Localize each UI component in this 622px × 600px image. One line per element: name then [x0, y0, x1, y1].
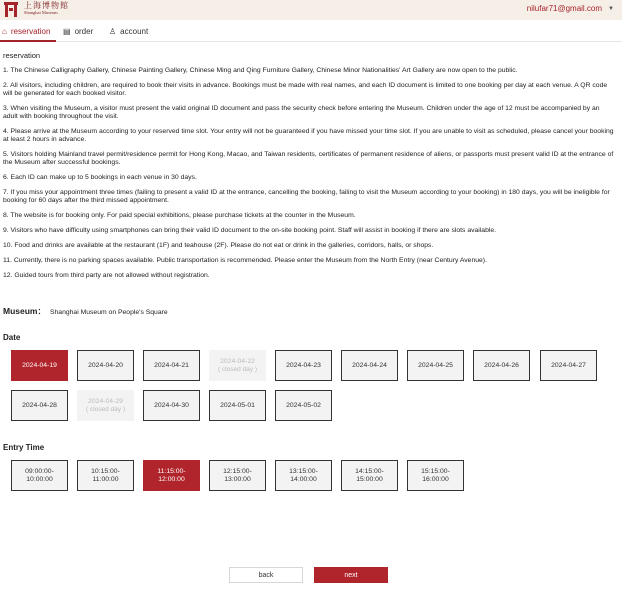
- rule-item: 8. The website is for booking only. For paid special exhibitions, please purchase tickets at the counter in the Museum.: [3, 212, 356, 219]
- tab-order[interactable]: [63, 27, 93, 36]
- section-title: reservation: [3, 51, 41, 60]
- time-slot-option[interactable]: [209, 460, 266, 491]
- museum-logo[interactable]: [4, 1, 69, 17]
- tab-reservation-label: reservation: [10, 27, 51, 36]
- date-label: 2024-04-30: [154, 401, 189, 409]
- time-slot-option[interactable]: [275, 460, 332, 491]
- top-header: [0, 0, 622, 20]
- rule-item: 1. The Chinese Calligraphy Gallery, Chinese Painting Gallery, Chinese Ming and Qing Furniture Gallery, Chinese Minor Nationalities' Art Gallery are now open to the public.: [3, 67, 518, 74]
- museum-icon: ⌂: [2, 27, 7, 36]
- museum-label: Museum：: [3, 306, 46, 316]
- time-start: 11:15:00-: [157, 467, 186, 475]
- date-option[interactable]: [143, 350, 200, 381]
- time-start: 13:15:00-: [289, 467, 318, 475]
- rules-list: [3, 67, 615, 280]
- date-label: 2024-04-24: [352, 361, 387, 369]
- time-end: 13:00:00: [224, 475, 251, 483]
- logo-chinese-name: 上海博物館: [24, 1, 69, 11]
- document-icon: ▤: [63, 27, 71, 36]
- time-start: 12:15:00-: [223, 467, 252, 475]
- date-option[interactable]: [143, 390, 200, 421]
- caret-down-icon: ▼: [608, 5, 614, 12]
- time-end: 11:00:00: [92, 475, 119, 483]
- date-option[interactable]: [540, 350, 597, 381]
- date-label: 2024-04-27: [551, 361, 586, 369]
- date-label: 2024-04-25: [418, 361, 453, 369]
- back-button[interactable]: back: [229, 567, 303, 583]
- time-start: 09:00:00-: [25, 467, 54, 475]
- date-label: 2024-04-22: [220, 357, 255, 365]
- date-option[interactable]: [11, 390, 68, 421]
- date-option[interactable]: [275, 350, 332, 381]
- date-option[interactable]: [11, 350, 68, 381]
- rule-item: 3. When visiting the Museum, a visitor must present the valid original ID document and pass the security check before entering the Museum. Children under the age of 12 must be accompanied by an adult with booking throughout the visit.: [3, 105, 600, 120]
- time-end: 14:00:00: [290, 475, 317, 483]
- rule-item: 4. Please arrive at the Museum according to your reserved time slot. Your entry will not be guaranteed if you have missed your time slot. If you are unable to visit as scheduled, please cancel your booking at least 2 hours in advance.: [3, 128, 614, 143]
- rule-item: 2. All visitors, including children, are required to book their visits in advance. Bookings must be made with real names, and each ID document is limited to one booking per day at each venue. A QR code will be generated for each booked visitor.: [3, 82, 608, 97]
- date-label: 2024-04-19: [22, 361, 57, 369]
- user-email: nilufar71@gmail.com: [526, 4, 603, 13]
- date-label: 2024-04-29: [88, 397, 123, 405]
- date-option[interactable]: [77, 350, 134, 381]
- rule-item: 12. Guided tours from third party are not allowed without registration.: [3, 272, 210, 279]
- tab-account-label: account: [120, 27, 149, 36]
- active-tab-indicator: [0, 40, 56, 42]
- date-label: 2024-04-26: [484, 361, 519, 369]
- museum-logo-icon: [4, 1, 18, 17]
- date-label: 2024-05-02: [286, 401, 321, 409]
- next-button[interactable]: next: [314, 567, 388, 583]
- rule-item: 11. Currently, there is no parking spaces available. Public transportation is recommended. Please enter the Museum from the North Entry (near Century Avenue).: [3, 257, 487, 264]
- logo-english-name: Shanghai Museum: [24, 10, 58, 16]
- time-start: 10:15:00-: [91, 467, 120, 475]
- user-icon: ♙: [109, 27, 117, 36]
- time-slot-option[interactable]: [341, 460, 398, 491]
- date-option[interactable]: [275, 390, 332, 421]
- main-nav: [0, 20, 622, 42]
- time-end: 16:00:00: [422, 475, 449, 483]
- rule-item: 6. Each ID can make up to 5 bookings in each venue in 30 days.: [3, 174, 197, 181]
- date-label: 2024-04-21: [154, 361, 189, 369]
- date-option[interactable]: [209, 390, 266, 421]
- date-option-closed: [209, 350, 266, 381]
- time-slot-option[interactable]: [77, 460, 134, 491]
- date-label: 2024-04-20: [88, 361, 123, 369]
- time-slot-option[interactable]: [143, 460, 200, 491]
- date-label: 2024-05-01: [220, 401, 255, 409]
- time-slot-option[interactable]: [407, 460, 464, 491]
- rule-item: 7. If you miss your appointment three times (failing to present a valid ID at the entrance, cancelling the booking, failing to visit the Museum according to your booking) in 180 days, you will be ineligible for booking for 60 days after the third missed appointment.: [3, 189, 610, 204]
- entry-time-heading: Entry Time: [3, 443, 45, 452]
- time-start: 15:15:00-: [421, 467, 450, 475]
- museum-selection: [3, 305, 168, 317]
- rule-item: 9. Visitors who have difficulty using smartphones can bring their valid ID document to the on-site booking point. Staff will assist in booking if there are slots available.: [3, 227, 497, 234]
- museum-value: Shanghai Museum on People's Square: [49, 309, 168, 316]
- time-start: 14:15:00-: [355, 467, 384, 475]
- date-label: 2024-04-28: [22, 401, 57, 409]
- date-option[interactable]: [407, 350, 464, 381]
- date-option[interactable]: [473, 350, 530, 381]
- time-slot-option[interactable]: [11, 460, 68, 491]
- closed-day-note: ( closed day ): [85, 405, 126, 413]
- closed-day-note: ( closed day ): [217, 365, 258, 373]
- time-end: 10:00:00: [26, 475, 53, 483]
- tab-reservation[interactable]: [2, 27, 50, 36]
- time-end: 12:00:00: [158, 475, 185, 483]
- rule-item: 5. Visitors holding Mainland travel permit/residence permit for Hong Kong, Macao, and Taiwan residents, certificates of permanent residence of aliens, or passports must present valid ID at the entrance of the Museum after successful bookings.: [3, 151, 614, 166]
- tab-account[interactable]: [109, 27, 148, 36]
- time-end: 15:00:00: [356, 475, 383, 483]
- tab-order-label: order: [74, 27, 94, 36]
- date-heading: Date: [3, 333, 21, 342]
- date-option[interactable]: [341, 350, 398, 381]
- rule-item: 10. Food and drinks are available at the restaurant (1F) and teahouse (2F). Please do not eat or drink in the galleries, corridors, halls, or shops.: [3, 242, 434, 249]
- account-dropdown[interactable]: [527, 4, 614, 13]
- date-label: 2024-04-23: [286, 361, 321, 369]
- date-option-closed: [77, 390, 134, 421]
